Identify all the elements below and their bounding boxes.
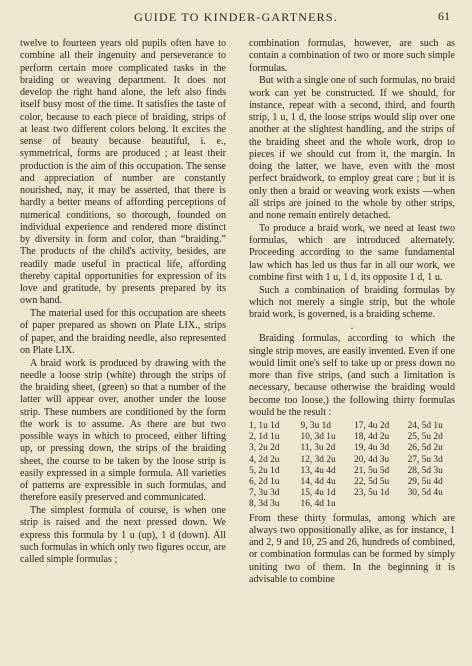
paragraph: Braiding formulas, according to which the single strip moves, are easily invented. Even if one would limit one's self to take up or press down no more than five strips, (and such a limitation is necessary, because otherwise the braiding would become too loose,) the following thirty formulas would be the result : <box>249 333 455 418</box>
section-dot: . <box>350 321 354 333</box>
table-row <box>249 488 455 499</box>
page-number: 61 <box>438 9 450 23</box>
left-column <box>20 38 226 566</box>
paragraph: The material used for this occupation are sheets of paper prepared as shown on Plate LIX., strips of paper, and the braiding needle, also represented on Plate LIX. <box>20 308 226 356</box>
table-row <box>249 455 455 466</box>
formula-cell: 25, 5u 2d <box>407 432 443 443</box>
formula-cell: 9, 3u 1d <box>300 421 331 431</box>
formula-cell: 10, 3d 1u <box>300 432 336 443</box>
formula-table <box>249 421 455 511</box>
paragraph: To produce a braid work, we need at least two formulas, which are introduced alternately. Proceeding according to the same fundamental law which has led us thus far in all our work, we combine first with 1 u, 1 d, its opposite 1 d, 1 u. <box>249 222 455 283</box>
paragraph: The simplest formula of course, is when one strip is raised and the next pressed down. We express this formula by 1 u (up), 1 d (down). All such formulas in which only two figures occur, are called simple formulas ; <box>20 505 226 565</box>
paragraph: A braid work is produced by drawing with the needle a loose strip (white) through the strips of the braiding sheet, (green) so that a number of the latter will appear over, another under the loose strip. These numbers are conditioned by the form the work is to assume. As there are but two possible ways in which to proceed, either lifting up, or pressing down, the strips of the braiding sheet, the course to be taken by the loose strip is easily expressed in a simple formula. All varieties of patterns are expressible in such formulas, and therefore easily preserved and communicated. <box>20 357 226 504</box>
running-title: GUIDE TO KINDER-GARTNERS. <box>134 10 338 24</box>
paragraph: From these thirty formulas, among which are always two oppositionally alike, as for instance, 1 and 2, 9 and 10, 25 and 26, hundreds of combined, or combination formulas can be formed by simply uniting two of them. In the beginning it is advisable to combine <box>249 512 455 585</box>
formula-cell: 16, 4d 1u <box>300 499 336 510</box>
formula-cell: 24, 5d 1u <box>407 421 443 431</box>
formula-cell: 14, 4d 4u <box>300 477 336 488</box>
formula-cell: 1, 1u 1d <box>249 421 280 431</box>
table-row <box>249 432 455 443</box>
formula-cell: 7, 3u 3d <box>249 488 280 499</box>
formula-cell: 17, 4u 2d <box>354 421 390 431</box>
formula-cell: 3, 2u 2d <box>249 443 280 454</box>
formula-cell: 8, 3d 3u <box>249 499 280 510</box>
formula-cell <box>354 499 408 510</box>
formula-cell: 19, 4u 3d <box>354 443 390 454</box>
formula-cell: 27, 5u 3d <box>407 454 443 465</box>
formula-cell: 26, 5d 2u <box>407 443 443 454</box>
formula-cell: 13, 4u 4d <box>300 465 336 476</box>
formula-cell: 2, 1d 1u <box>249 432 280 443</box>
formula-cell: 11, 3u 2d <box>300 443 336 454</box>
formula-cell: 23, 5u 1d <box>354 488 390 499</box>
table-row <box>249 443 455 454</box>
table-row <box>249 421 455 432</box>
formula-cell: 22, 5d 5u <box>354 477 390 488</box>
formula-cell: 29, 5u 4d <box>407 477 443 488</box>
formula-cell: 28, 5d 3u <box>407 465 443 476</box>
formula-cell <box>408 499 455 510</box>
table-row <box>249 466 455 477</box>
formula-cell: 5, 2u 1d <box>249 465 280 476</box>
formula-cell: 18, 4d 2u <box>354 432 390 443</box>
paragraph: But with a single one of such formulas, no braid work can yet be constructed. If we should, for instance, repeat with a second, third, and fourth strip, 1 u, 1 d, the loose strips would slip over one another at the slightest handling, and the strips of the braiding sheet and the whole work, drop to pieces if we should cut from it, the margin. In doing the latter, we have, even with the most perfect braidwork, to employ great care ; but it is only then a braid or weaving work exists —when all strips are joined to the whole by other strips, and none remain entirely detached. <box>249 75 455 221</box>
formula-cell: 4, 2d 2u <box>249 454 280 465</box>
formula-cell: 6, 2d 1u <box>249 477 280 488</box>
formula-cell: 20, 4d 3u <box>354 454 390 465</box>
paragraph: combination formulas, however, are such as contain a combination of two or more such simple formulas. <box>249 38 455 74</box>
formula-cell: 12, 3d 2u <box>300 454 336 465</box>
formula-cell: 21, 5u 5d <box>354 465 390 476</box>
running-header <box>0 5 472 25</box>
formula-cell: 15, 4u 1d <box>300 488 336 499</box>
formula-cell: 30, 5d 4u <box>407 488 443 499</box>
right-column <box>249 38 455 586</box>
paragraph: Such a combination of braiding formulas by which not merely a single strip, but the whole braid work, is governed, is a braiding scheme. <box>249 284 455 320</box>
table-row <box>249 499 455 510</box>
paragraph: twelve to fourteen years old pupils often have to combine all their ingenuity and perseverance to perform certain more complicated tasks in the braiding or weaving department. It does not develop the right hand alone, the left also finds itself busy most of the time. It satisfies the taste of color, because to each piece of braiding, strips of at least two different colors belong. It excites the sense of beauty because beautiful, i. e., symmetrical, forms are produced ; at least their production is the aim of this occupation. The sense and appreciation of number are constantly nourished, nay, it may be asserted, that there is hardly a better means of affording perceptions of numerical conditions, so thorough, founded on individual experience and rendered more distinct by diversity in form and color, than “braiding.” The products of the child's activity, besides, are readily made useful in practical life, affording thereby capital opportunities for expression of its love and gratitude, by presents prepared by its own hand. <box>20 38 226 307</box>
table-row <box>249 477 455 488</box>
